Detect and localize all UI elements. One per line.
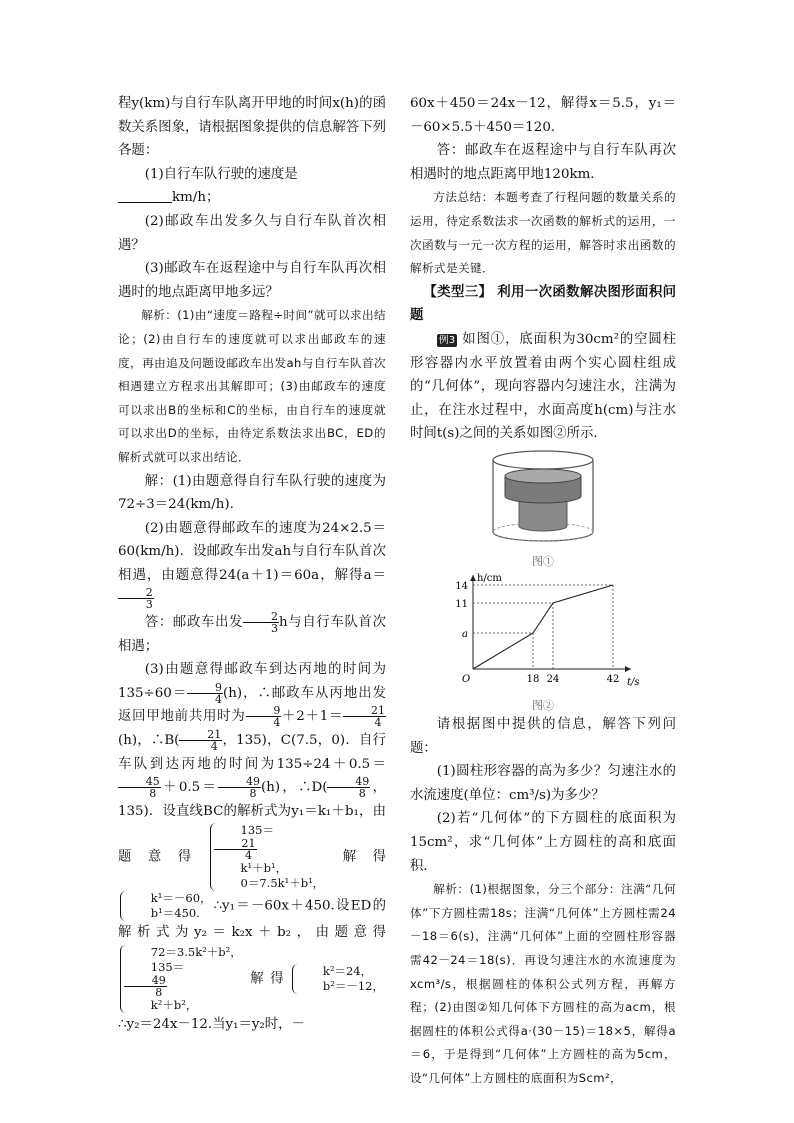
analysis-text: 解析：(1)由“速度＝路程÷时间”就可以求出结论；(2)由自行车的速度就可以求出邮政车的速度，再由追及问题设邮政车出发ah与自行车队首次相遇建立方程求出其解即可；(3)由邮政车的速度可以求出B的坐标和C的坐标，由自行车的速度就可以求出D的坐标，由待定系数法求出BC，ED的解析式就可以求出结论． — [118, 308, 386, 464]
example-question-2: (2)若“几何体”的下方圆柱的底面积为15cm²，求“几何体”上方圆柱的高和底面积． — [410, 811, 676, 874]
water-level-chart — [443, 569, 643, 691]
y-tick-label: 11 — [455, 598, 468, 610]
solution-part-3: (3)由题意得邮政车到达丙地的时间为135÷60＝ $\frac{9}{4}$ (h)，∴邮政车从丙地出发返回甲地前共用时为 $\frac{9}{4}$ ＋2＋1＝ $\frac{21}{4}$ (h)，∴B( $\frac{21}{4}$ ，135)，C(7.5，0)．自行车队到达丙地的时间为135÷24＋0.5＝ $\frac{45}{8}$ ＋0.5＝ $\frac{49}{8}$ (h)，∴D( $\frac{49}{8}$ ，135)．设直线BC的解析式为y₁＝k₁＋b₁，由题意得 135＝ $\frac{21}{4}$ k¹＋b¹， 0＝7.5k¹＋b¹， 解得 k¹＝－60， b¹＝450. ∴y₁＝－60x＋450.设ED的解析式为y₂＝k₂x＋b₂，由题意得 72＝3.5k²＋b²， 135＝ $\frac{49}{8}$ k²＋b²， 解得 k²＝24， b²＝－12， ∴y₂＝24x－12.当y₁＝y₂时，－ — [118, 662, 387, 1032]
question-prompt: 请根据图中提供的信息，解答下列问题： — [410, 717, 676, 756]
y-axis-arrow — [470, 575, 476, 581]
question-3: (3)邮政车在返程途中与自行车队再次相遇时的地点距离甲地多远？ — [118, 261, 386, 300]
fraction-49-8: $\frac{49}{8}$ — [218, 776, 261, 799]
method-summary: 方法总结：本题考查了行程问题的数量关系的运用，待定系数法求一次函数的解析式的运用，一次函数与一元一次方程的运用，解答时求出函数的解析式是关键． — [410, 190, 676, 276]
solution-part-1: 解：(1)由题意得自行车队行驶的速度为72÷3＝24(km/h)． — [118, 473, 386, 513]
figure-1-caption: 图① — [532, 554, 554, 568]
fraction-21-4: $\frac{21}{4}$ — [343, 705, 386, 728]
figure-2-caption: 图② — [532, 699, 554, 713]
example-question-1: (1)圆柱形容器的高为多少？匀速注水的水流速度(单位：cm³/s)为多少？ — [410, 764, 676, 803]
x-tick-label: 18 — [526, 673, 540, 685]
y-axis-label: h/cm — [477, 572, 502, 584]
figure-1-container — [410, 446, 676, 569]
answer-blank — [118, 188, 172, 203]
fraction-45-8: $\frac{45}{8}$ — [118, 776, 161, 799]
example-analysis: 解析：(1)根据图象，分三个部分：注满“几何体”下方圆柱需18s；注满“几何体”上方圆柱需24－18＝6(s)，注满“几何体”上面的空圆柱形容器需42－24＝18(s)．再设匀速注水的水流速度为xcm³/s，根据圆柱的体积公式列方程，再解方程；(2)由图②知几何体下方圆柱的高为acm，根据圆柱的体积公式得a·(30－15)＝18×5，解得a＝6，于是得到“几何体”上方圆柱的高为5cm，设“几何体”上方圆柱的底面积为Scm²， — [410, 882, 676, 1085]
fraction-2-3-b: $\frac{2}{3}$ — [243, 611, 279, 634]
fraction-2-3: $\frac{2}{3}$ — [118, 587, 154, 610]
equation-system-2: 72＝3.5k²＋b²， 135＝ $\frac{49}{8}$ k²＋b²， — [120, 945, 242, 1013]
answer-part-2: 答：邮政车出发 $\frac{2}{3}$ h与自行车队首次相遇； — [118, 610, 386, 654]
x-tick-label: 42 — [606, 673, 620, 685]
x-axis-arrow — [625, 666, 631, 672]
question-2: (2)邮政车出发多久与自行车队首次相遇？ — [118, 213, 386, 253]
origin-label: O — [462, 673, 471, 685]
right-column — [410, 92, 676, 1091]
question-1-blank-line: km/h； — [118, 186, 386, 210]
left-column — [118, 92, 386, 1037]
equation-system-1: 135＝ $\frac{21}{4}$ k¹＋b¹， 0＝7.5k¹＋b¹， — [210, 823, 324, 891]
solution-continued: 60x＋450＝24x－12，解得x＝5.5，y₁＝－60×5.5＋450＝120. — [410, 96, 676, 135]
question-1: (1)自行车队行驶的速度是 — [144, 166, 298, 182]
fraction-49-8-c: $\frac{49}{8}$ — [124, 975, 167, 998]
fraction-9-4: $\frac{9}{4}$ — [187, 682, 223, 705]
y-tick-label: a — [462, 628, 468, 640]
cylinder-container-illustration — [483, 446, 603, 546]
example-badge: 例3 — [438, 334, 456, 346]
fraction-9-4-b: $\frac{9}{4}$ — [246, 705, 282, 728]
example-3-text: 例3 如图①，底面积为30cm²的空圆柱形容器内水平放置着由两个实心圆柱组成的“几何体”，现向容器内匀速注水，注满为止，在注水过程中，水面高度h(cm)与注水时间t(s)之间的关系如图②所示． — [410, 331, 676, 442]
answer-part-3: 答：邮政车在返程途中与自行车队再次相遇时的地点距离甲地120km. — [410, 143, 676, 182]
y-tick-label: 14 — [455, 580, 468, 592]
solution-part-2: (2)由题意得邮政车的速度为24×2.5＝60(km/h)．设邮政车出发ah与自行车队首次相遇，由题意得24(a＋1)＝60a，解得a＝ $\frac{2}{3}$ — [118, 520, 386, 612]
fraction-21-4-b: $\frac{21}{4}$ — [179, 729, 222, 752]
fraction-21-4-c: $\frac{21}{4}$ — [214, 838, 257, 861]
x-axis-label: t/s — [627, 676, 640, 688]
solution-system-1: k¹＝－60， b¹＝450. — [120, 891, 212, 921]
fraction-49-8-b: $\frac{49}{8}$ — [327, 776, 370, 799]
solution-system-2: k²＝24， b²＝－12， — [292, 964, 384, 994]
series-line — [473, 585, 613, 669]
section-heading-type3: 【类型三】 利用一次函数解决图形面积问题 — [410, 283, 676, 324]
problem-intro: 程y(km)与自行车队离开甲地的时间x(h)的函数关系图象，请根据图象提供的信息解答下列各题： — [118, 96, 386, 159]
figure-2-container — [410, 569, 676, 714]
x-tick-label: 24 — [546, 673, 560, 685]
